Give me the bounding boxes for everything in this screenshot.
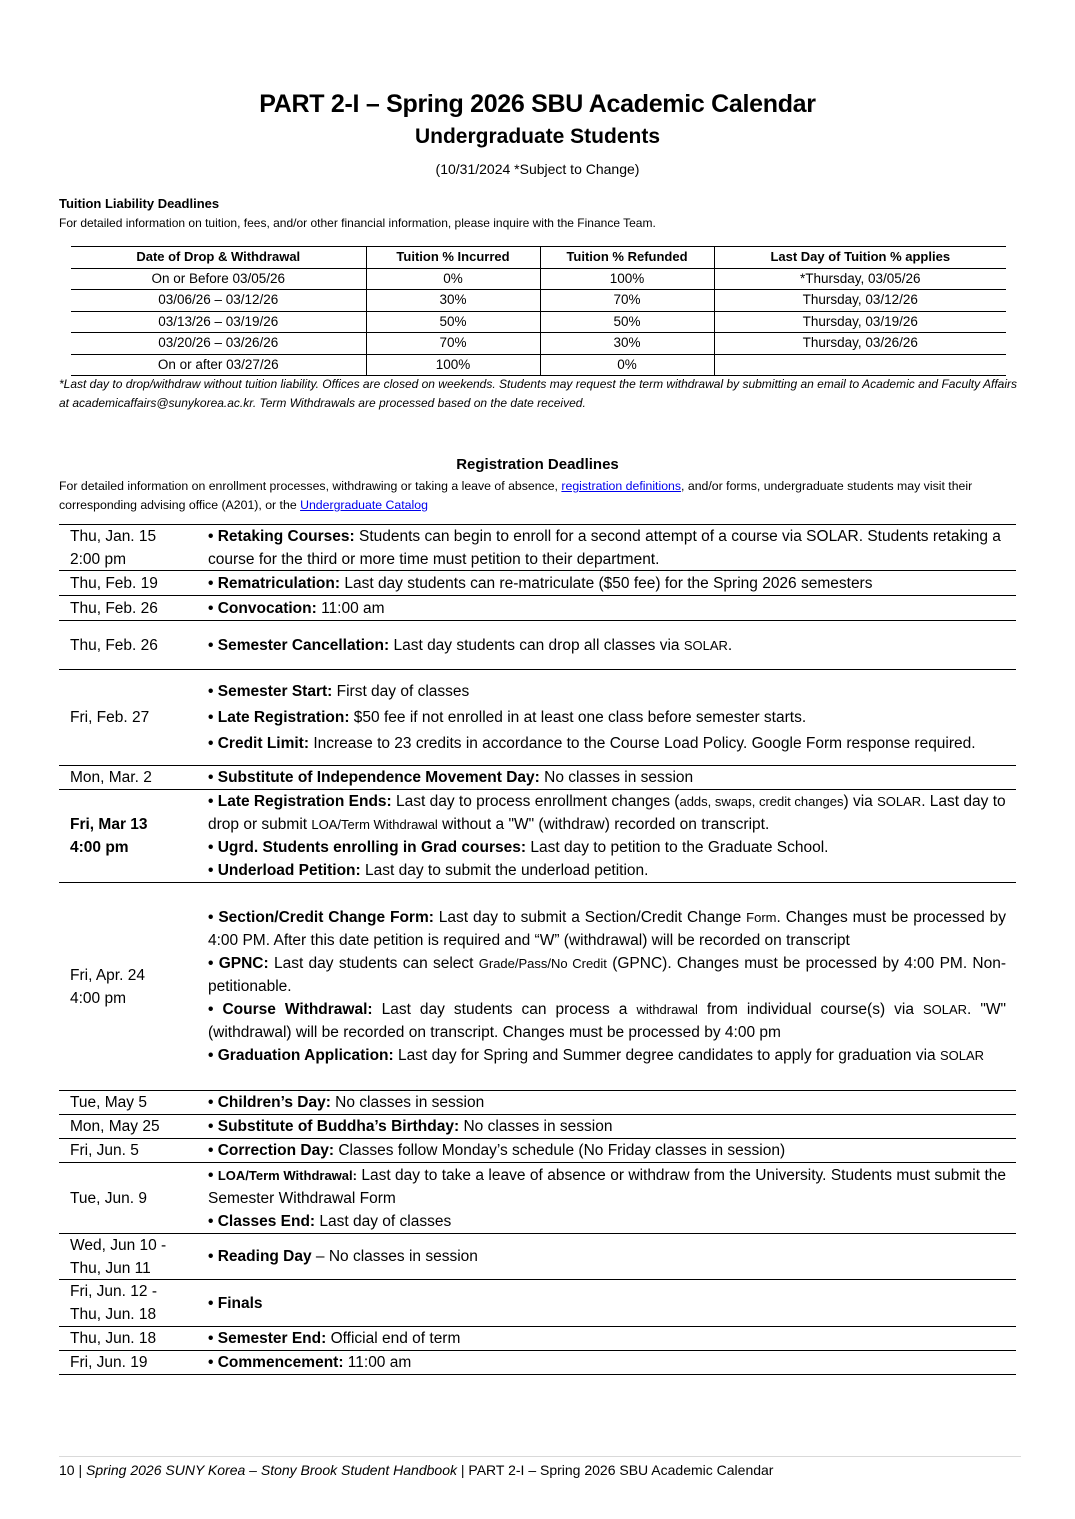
- table-cell: 70%: [540, 290, 714, 312]
- item-label: • Credit Limit:: [208, 735, 310, 752]
- item-text: Last day to submit the underload petition.: [360, 862, 649, 879]
- date-text: Wed, Jun 10 -: [70, 1236, 167, 1254]
- item-text: LOA/Term Withdrawal: [311, 817, 438, 832]
- tuition-header-row: [71, 247, 1006, 269]
- note-text: , and/or forms, undergraduate students may visit their corresponding advising office (A201), or the: [59, 479, 973, 512]
- table-row: [59, 790, 1016, 883]
- column-header: Tuition % Refunded: [540, 247, 714, 269]
- tuition-table: [71, 246, 1006, 376]
- table-row: [59, 883, 1016, 1091]
- revision-date: (10/31/2024 *Subject to Change): [435, 161, 640, 177]
- item-text: SOLAR: [922, 1002, 968, 1017]
- item-text: .: [727, 636, 733, 654]
- date-text: Thu, Jan. 15: [70, 527, 157, 545]
- date-text: Fri, Jun. 5: [70, 1142, 139, 1159]
- page-footer: [59, 1462, 773, 1478]
- item-label: • Late Registration:: [208, 709, 350, 726]
- item-text: 11:00 am: [316, 599, 385, 617]
- page-number: 10: [59, 1462, 75, 1478]
- date-cell: [59, 1280, 208, 1326]
- date-cell: [59, 766, 208, 789]
- item-text: Form: [746, 910, 777, 925]
- table-cell: 03/06/26 – 03/12/26: [71, 290, 366, 312]
- date-text: Thu, Feb. 19: [70, 574, 158, 592]
- tuition-footnote: *Last day to drop/withdraw without tuition liability. Offices are closed on weekends. Students may request the term withdrawal by submitting an email to Academic and Faculty Affairs at academicaffairs@sunykorea.ac.kr. Term Withdrawals are processed based on the date received.: [59, 377, 1018, 410]
- item-label: • Ugrd. Students enrolling in Grad courses:: [208, 839, 527, 856]
- date-text: Tue, Jun. 9: [70, 1189, 147, 1207]
- description-cell: [208, 596, 1016, 620]
- table-row: [59, 1327, 1016, 1351]
- item-text: No classes in session: [459, 1118, 613, 1135]
- item-text: Last day students can select: [268, 955, 479, 972]
- item-label: • Underload Petition:: [208, 862, 361, 879]
- description-cell: [208, 766, 1016, 789]
- tuition-heading: Tuition Liability Deadlines: [59, 196, 220, 211]
- item-label: • Semester Start:: [208, 683, 333, 700]
- description-cell: [208, 1234, 1016, 1279]
- description-cell: [208, 525, 1016, 570]
- date-cell: [59, 596, 208, 620]
- item-label: • Semester Cancellation:: [208, 636, 390, 654]
- date-text: Fri, Jun. 12 -: [70, 1283, 157, 1300]
- registration-note: [59, 477, 1024, 515]
- date-text: Thu, Jun. 18: [70, 1330, 157, 1347]
- table-row: [59, 525, 1016, 571]
- item-text: 11:00 am: [343, 1354, 412, 1371]
- item-text: No classes in session: [330, 1094, 485, 1111]
- date-cell: [59, 1327, 208, 1350]
- description-cell: [208, 670, 1016, 765]
- table-row: [59, 1234, 1016, 1280]
- table-cell: 100%: [366, 354, 540, 376]
- table-cell: *Thursday, 03/05/26: [714, 268, 1006, 290]
- tuition-note: For detailed information on tuition, fees, and/or other financial information, please inquire with the Finance Team.: [59, 216, 656, 230]
- table-row: [59, 1163, 1016, 1234]
- table-row: [71, 268, 1006, 290]
- item-label: • Reading Day: [208, 1248, 312, 1265]
- date-text: Fri, Mar 13: [70, 816, 148, 833]
- item-text: Classes follow Monday’s schedule (No Friday classes in session): [334, 1142, 786, 1159]
- date-text: Tue, May 5: [70, 1094, 147, 1111]
- separator: |: [74, 1462, 86, 1478]
- item-text: $50 fee if not enrolled in at least one class before semester starts.: [349, 709, 807, 726]
- item-label: • Semester End:: [208, 1330, 327, 1347]
- item-text: . Last day to drop or submit: [208, 793, 1006, 833]
- column-header: Tuition % Incurred: [366, 247, 540, 269]
- table-row: [71, 354, 1006, 376]
- item-text: Students can begin to enroll for a second attempt of a course via SOLAR. Students retaking a course for the third or more time must petition to their department.: [208, 527, 1001, 568]
- table-cell: Thursday, 03/12/26: [714, 290, 1006, 312]
- table-row: [59, 1091, 1016, 1115]
- description-cell: [208, 1163, 1016, 1233]
- item-label: • GPNC:: [208, 955, 269, 972]
- table-cell: 0%: [366, 268, 540, 290]
- item-text: . "W" (withdrawal) will be recorded on transcript. Changes must be processed by 4:00 pm: [208, 1001, 1007, 1041]
- item-text: Official end of term: [326, 1330, 461, 1347]
- date-cell: [59, 883, 208, 1090]
- table-row: [59, 571, 1016, 596]
- description-cell: [208, 621, 1016, 669]
- description-cell: [208, 1115, 1016, 1138]
- page-title: PART 2-I – Spring 2026 SBU Academic Calendar: [259, 90, 816, 118]
- separator: |: [456, 1462, 469, 1478]
- table-cell: On or after 03/27/26: [71, 354, 366, 376]
- date-text: Thu, Jun 11: [70, 1259, 151, 1277]
- item-label: • Commencement:: [208, 1354, 344, 1371]
- table-row: [71, 290, 1006, 312]
- date-text: Fri, Apr. 24: [70, 966, 145, 984]
- item-text: No classes in session: [539, 769, 694, 786]
- item-text: Last day to take a leave of absence or withdraw from the University. Students must submit the Semester Withdrawal Form: [208, 1166, 1006, 1207]
- table-cell: 50%: [540, 311, 714, 333]
- time-text: 4:00 pm: [70, 839, 129, 856]
- item-text: Increase to 23 credits in accordance to the Course Load Policy. Google Form response required.: [309, 735, 976, 752]
- registration-heading: Registration Deadlines: [456, 456, 619, 473]
- date-text: Fri, Feb. 27: [70, 709, 150, 726]
- item-text: Grade/Pass/No Credit: [478, 956, 607, 971]
- item-label: • Graduation Application:: [208, 1047, 394, 1064]
- table-cell: 100%: [540, 268, 714, 290]
- table-row: [71, 333, 1006, 355]
- item-text: SOLAR: [683, 637, 728, 653]
- item-text: First day of classes: [332, 683, 470, 700]
- item-text: Last day of classes: [315, 1212, 452, 1230]
- item-text: Last day to submit a Section/Credit Change: [433, 909, 747, 926]
- description-cell: [208, 1327, 1016, 1350]
- item-label: LOA/Term Withdrawal:: [217, 1167, 357, 1183]
- table-cell: 03/13/26 – 03/19/26: [71, 311, 366, 333]
- table-row: [59, 1115, 1016, 1139]
- date-cell: [59, 790, 208, 882]
- description-cell: [208, 883, 1016, 1090]
- item-label: • Rematriculation:: [208, 574, 341, 592]
- table-cell: [714, 354, 1006, 376]
- column-header: Date of Drop & Withdrawal: [71, 247, 366, 269]
- undergraduate-catalog-link[interactable]: Undergraduate Catalog: [300, 498, 428, 512]
- table-cell: 50%: [366, 311, 540, 333]
- table-cell: 03/20/26 – 03/26/26: [71, 333, 366, 355]
- item-text: Last day students can drop all classes via: [389, 636, 684, 654]
- date-text: Thu, Feb. 26: [70, 636, 158, 654]
- table-cell: Thursday, 03/19/26: [714, 311, 1006, 333]
- footer-divider: [59, 1456, 1021, 1457]
- item-label: • Late Registration Ends:: [208, 793, 392, 810]
- date-cell: [59, 621, 208, 669]
- item-text: from individual course(s) via: [697, 1001, 923, 1018]
- table-cell: 30%: [540, 333, 714, 355]
- table-row: [59, 766, 1016, 790]
- section-title: PART 2-I – Spring 2026 SBU Academic Calendar: [468, 1462, 774, 1478]
- time-text: 4:00 pm: [70, 989, 127, 1007]
- registration-definitions-link[interactable]: registration definitions: [561, 479, 682, 493]
- item-text: SOLAR: [877, 794, 922, 809]
- item-text: Last day students can re-matriculate ($50 fee) for the Spring 2026 semesters: [340, 574, 873, 592]
- item-label: • Retaking Courses:: [208, 527, 355, 545]
- item-label: • Correction Day:: [208, 1142, 335, 1159]
- table-row: [59, 596, 1016, 621]
- table-cell: 30%: [366, 290, 540, 312]
- registration-deadlines-table: [59, 524, 1016, 1375]
- item-label: • Substitute of Buddha’s Birthday:: [208, 1118, 460, 1135]
- description-cell: [208, 1091, 1016, 1114]
- table-cell: On or Before 03/05/26: [71, 268, 366, 290]
- table-row: [59, 1351, 1016, 1375]
- item-text: ) via: [843, 793, 878, 810]
- item-text: Last day to process enrollment changes (: [391, 793, 680, 810]
- time-text: 2:00 pm: [70, 550, 127, 568]
- item-label: • Course Withdrawal:: [208, 1001, 373, 1018]
- description-cell: [208, 1280, 1016, 1326]
- item-label: •: [208, 1166, 218, 1184]
- date-cell: [59, 1115, 208, 1138]
- item-label: • Section/Credit Change Form:: [208, 909, 434, 926]
- date-text: Thu, Jun. 18: [70, 1306, 157, 1323]
- item-text: – No classes in session: [311, 1248, 478, 1265]
- table-row: [59, 670, 1016, 766]
- item-label: • Substitute of Independence Movement Day:: [208, 769, 540, 786]
- handbook-title: Spring 2026 SUNY Korea – Stony Brook Student Handbook: [86, 1462, 457, 1478]
- item-text: adds, swaps, credit changes: [679, 794, 844, 809]
- description-cell: [208, 1351, 1016, 1374]
- table-row: [59, 621, 1016, 670]
- date-cell: [59, 670, 208, 765]
- date-cell: [59, 1351, 208, 1374]
- date-text: Thu, Feb. 26: [70, 599, 158, 617]
- table-cell: 0%: [540, 354, 714, 376]
- page-subtitle: Undergraduate Students: [414, 125, 661, 148]
- item-label: • Finals: [208, 1294, 263, 1312]
- description-cell: [208, 1139, 1016, 1162]
- date-cell: [59, 1234, 208, 1279]
- table-cell: 70%: [366, 333, 540, 355]
- column-header: Last Day of Tuition % applies: [714, 247, 1006, 269]
- date-cell: [59, 1139, 208, 1162]
- table-row: [59, 1139, 1016, 1163]
- item-label: • Classes End:: [208, 1212, 316, 1230]
- item-text: Last day students can process a: [372, 1001, 637, 1018]
- item-text: Last day for Spring and Summer degree candidates to apply for graduation via: [393, 1047, 940, 1064]
- date-cell: [59, 571, 208, 595]
- item-text: without a "W" (withdraw) recorded on transcript.: [437, 816, 770, 833]
- item-text: (GPNC). Changes must be processed by 4:00 PM. Non-petitionable.: [208, 955, 1007, 995]
- item-text: Last day to petition to the Graduate School.: [526, 839, 829, 856]
- date-text: Mon, Mar. 2: [70, 769, 152, 786]
- table-row: [59, 1280, 1016, 1327]
- item-text: . Changes must be processed by 4:00 PM. After this date petition is required and “W” (withdrawal) will be recorded on transcript: [208, 909, 1006, 949]
- item-text: withdrawal: [636, 1002, 698, 1017]
- date-cell: [59, 1163, 208, 1233]
- date-cell: [59, 1091, 208, 1114]
- date-cell: [59, 525, 208, 570]
- item-label: • Children’s Day:: [208, 1094, 331, 1111]
- date-text: Mon, May 25: [70, 1118, 160, 1135]
- table-row: [71, 311, 1006, 333]
- date-text: Fri, Jun. 19: [70, 1354, 148, 1371]
- description-cell: [208, 790, 1016, 882]
- table-cell: Thursday, 03/26/26: [714, 333, 1006, 355]
- description-cell: [208, 571, 1016, 595]
- item-label: • Convocation:: [208, 599, 317, 617]
- item-text: SOLAR: [939, 1048, 985, 1063]
- note-text: For detailed information on enrollment processes, withdrawing or taking a leave of absence,: [59, 479, 562, 493]
